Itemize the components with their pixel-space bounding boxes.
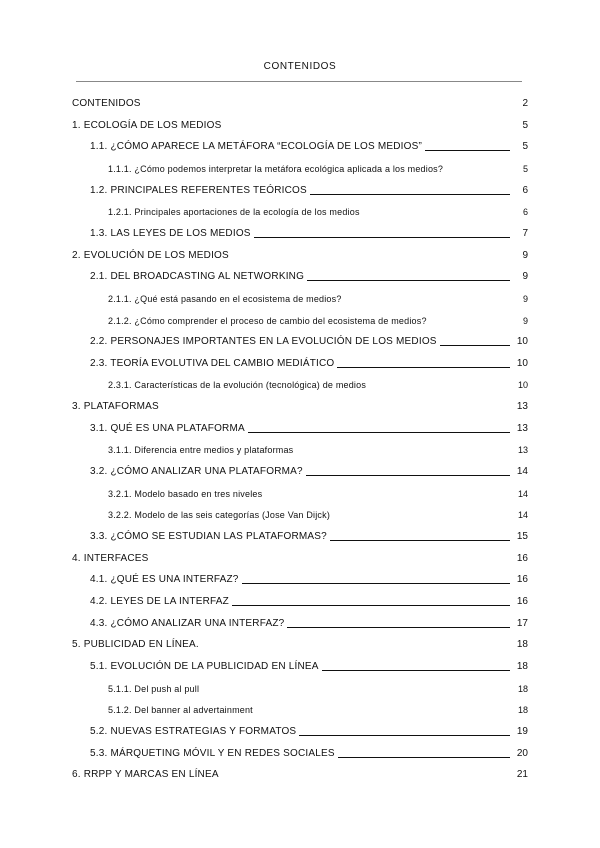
toc-entry[interactable] <box>0 118 528 132</box>
toc-entry[interactable] <box>0 183 528 197</box>
toc-entry[interactable] <box>0 637 528 651</box>
toc-entry[interactable] <box>0 377 528 391</box>
toc-entry-page: 9 <box>522 250 528 261</box>
toc-leader-line <box>310 194 510 195</box>
toc-entry-label: 1.1.1. ¿Cómo podemos interpretar la metáfora ecológica aplicada a los medios? <box>108 164 444 174</box>
toc-leader-line <box>425 150 510 151</box>
toc-entry-page: 9 <box>522 316 528 326</box>
toc-entry-label: 3.2.1. Modelo basado en tres niveles <box>108 489 263 499</box>
toc-entry-page: 16 <box>516 574 528 585</box>
toc-entry[interactable] <box>0 659 528 673</box>
toc-entry[interactable] <box>0 746 528 760</box>
toc-entry-page: 17 <box>516 618 528 629</box>
toc-entry-label: 2.3.1. Características de la evolución (tecnológica) de medios <box>108 380 367 390</box>
toc-entry-label: 3.2.2. Modelo de las seis categorías (Jose Van Dijck) <box>108 510 331 520</box>
toc-leader-line <box>337 367 510 368</box>
toc-entry-label: 2.1.1. ¿Qué está pasando en el ecosistema de medios? <box>108 294 342 304</box>
toc-entry[interactable] <box>0 139 528 153</box>
toc-entry[interactable] <box>0 313 528 327</box>
toc-entry-page: 16 <box>516 596 528 607</box>
toc-entry[interactable] <box>0 594 528 608</box>
toc-entry-label: 5.2. NUEVAS ESTRATEGIAS Y FORMATOS <box>90 726 297 737</box>
toc-entry[interactable] <box>0 421 528 435</box>
toc-entry[interactable] <box>0 334 528 348</box>
toc-entry-page: 15 <box>516 531 528 542</box>
toc-entry[interactable] <box>0 226 528 240</box>
toc-entry[interactable] <box>0 291 528 305</box>
toc-entry-label: 2.2. PERSONAJES IMPORTANTES EN LA EVOLUCIÓN DE LOS MEDIOS <box>90 336 437 347</box>
toc-entry-label: 5.3. MÁRQUETING MÓVIL Y EN REDES SOCIALES <box>90 748 335 759</box>
toc-entry[interactable] <box>0 572 528 586</box>
toc-entry[interactable] <box>0 356 528 370</box>
toc-entry[interactable] <box>0 442 528 456</box>
toc-entry-page: 13 <box>516 401 528 412</box>
toc-entry-page: 13 <box>517 445 528 455</box>
toc-entry-page: 18 <box>517 705 528 715</box>
toc-entry-label: 5.1.2. Del banner al advertainment <box>108 705 253 715</box>
toc-entry-label: 3. PLATAFORMAS <box>72 401 159 412</box>
toc-entry-label: 5.1.1. Del push al pull <box>108 684 200 694</box>
page-title: CONTENIDOS <box>263 61 337 72</box>
toc-leader-line <box>322 670 510 671</box>
toc-entry-page: 14 <box>517 489 528 499</box>
toc-entry-page: 19 <box>516 726 528 737</box>
toc-entry-label: 4. INTERFACES <box>72 553 149 564</box>
toc-entry-page: 14 <box>516 466 528 477</box>
toc-entry[interactable] <box>0 399 528 413</box>
toc-entry[interactable] <box>0 96 528 110</box>
toc-entry-page: 2 <box>522 98 528 109</box>
toc-entry-page: 20 <box>516 748 528 759</box>
toc-entry-label: 1.1. ¿CÓMO APARECE LA METÁFORA “ECOLOGÍA DE LOS MEDIOS” <box>90 141 423 152</box>
toc-entry[interactable] <box>0 702 528 716</box>
toc-leader-line <box>330 540 510 541</box>
toc-entry[interactable] <box>0 248 528 262</box>
toc-leader-line <box>338 757 510 758</box>
toc-entry[interactable] <box>0 464 528 478</box>
toc-entry-label: 4.3. ¿CÓMO ANALIZAR UNA INTERFAZ? <box>90 618 285 629</box>
toc-entry-label: 2.1.2. ¿Cómo comprender el proceso de cambio del ecosistema de medios? <box>108 316 427 326</box>
toc-entry-label: CONTENIDOS <box>72 98 141 109</box>
toc-entry-label: 3.3. ¿CÓMO SE ESTUDIAN LAS PLATAFORMAS? <box>90 531 327 542</box>
toc-entry[interactable] <box>0 161 528 175</box>
toc-entry-page: 14 <box>517 510 528 520</box>
toc-entry-page: 5 <box>522 164 528 174</box>
toc-leader-line <box>242 583 510 584</box>
toc-leader-line <box>307 280 510 281</box>
toc-entry-page: 10 <box>516 336 528 347</box>
toc-entry-label: 2.3. TEORÍA EVOLUTIVA DEL CAMBIO MEDIÁTICO <box>90 358 335 369</box>
toc-entry-page: 5 <box>522 120 528 131</box>
toc-entry-label: 5. PUBLICIDAD EN LÍNEA. <box>72 639 199 650</box>
toc-entry[interactable] <box>0 204 528 218</box>
toc-entry-page: 9 <box>522 294 528 304</box>
toc-entry-label: 2. EVOLUCIÓN DE LOS MEDIOS <box>72 250 229 261</box>
toc-entry-page: 10 <box>516 358 528 369</box>
toc-entry-page: 5 <box>522 141 528 152</box>
toc-entry[interactable] <box>0 551 528 565</box>
toc-entry-page: 18 <box>516 661 528 672</box>
toc-leader-line <box>287 627 510 628</box>
toc-entry-label: 1.3. LAS LEYES DE LOS MEDIOS <box>90 228 251 239</box>
toc-entry[interactable] <box>0 486 528 500</box>
toc-entry-page: 18 <box>516 639 528 650</box>
toc-entry-page: 6 <box>522 207 528 217</box>
toc-leader-line <box>299 735 510 736</box>
toc-entry[interactable] <box>0 529 528 543</box>
toc-leader-line <box>306 475 510 476</box>
toc-leader-line <box>232 605 510 606</box>
toc-entry-page: 6 <box>522 185 528 196</box>
toc-entry-page: 10 <box>517 380 528 390</box>
toc-entry-label: 3.1. QUÉ ES UNA PLATAFORMA <box>90 423 245 434</box>
toc-entry-label: 6. RRPP Y MARCAS EN LÍNEA <box>72 769 219 780</box>
toc-entry-label: 4.1. ¿QUÉ ES UNA INTERFAZ? <box>90 574 239 585</box>
toc-entry[interactable] <box>0 616 528 630</box>
toc-entry-label: 3.2. ¿CÓMO ANALIZAR UNA PLATAFORMA? <box>90 466 303 477</box>
toc-entry-page: 16 <box>516 553 528 564</box>
toc-entry[interactable] <box>0 507 528 521</box>
toc-entry-label: 1. ECOLOGÍA DE LOS MEDIOS <box>72 120 222 131</box>
toc-entry-page: 21 <box>516 769 528 780</box>
toc-entry[interactable] <box>0 269 528 283</box>
toc-entry-page: 9 <box>522 271 528 282</box>
toc-entry-label: 1.2.1. Principales aportaciones de la ecología de los medios <box>108 207 360 217</box>
toc-leader-line <box>440 345 510 346</box>
toc-entry-page: 13 <box>516 423 528 434</box>
toc-entry-page: 7 <box>522 228 528 239</box>
toc-entry-label: 2.1. DEL BROADCASTING AL NETWORKING <box>90 271 305 282</box>
toc-entry-page: 18 <box>517 684 528 694</box>
toc-leader-line <box>254 237 510 238</box>
toc-entry-label: 1.2. PRINCIPALES REFERENTES TEÓRICOS <box>90 185 307 196</box>
toc-entry[interactable] <box>0 767 528 781</box>
toc-entry[interactable] <box>0 724 528 738</box>
toc-entry-label: 3.1.1. Diferencia entre medios y plataformas <box>108 445 294 455</box>
toc-entry-label: 5.1. EVOLUCIÓN DE LA PUBLICIDAD EN LÍNEA <box>90 661 319 672</box>
toc-leader-line <box>248 432 510 433</box>
toc-entry-label: 4.2. LEYES DE LA INTERFAZ <box>90 596 229 607</box>
toc-entry[interactable] <box>0 681 528 695</box>
